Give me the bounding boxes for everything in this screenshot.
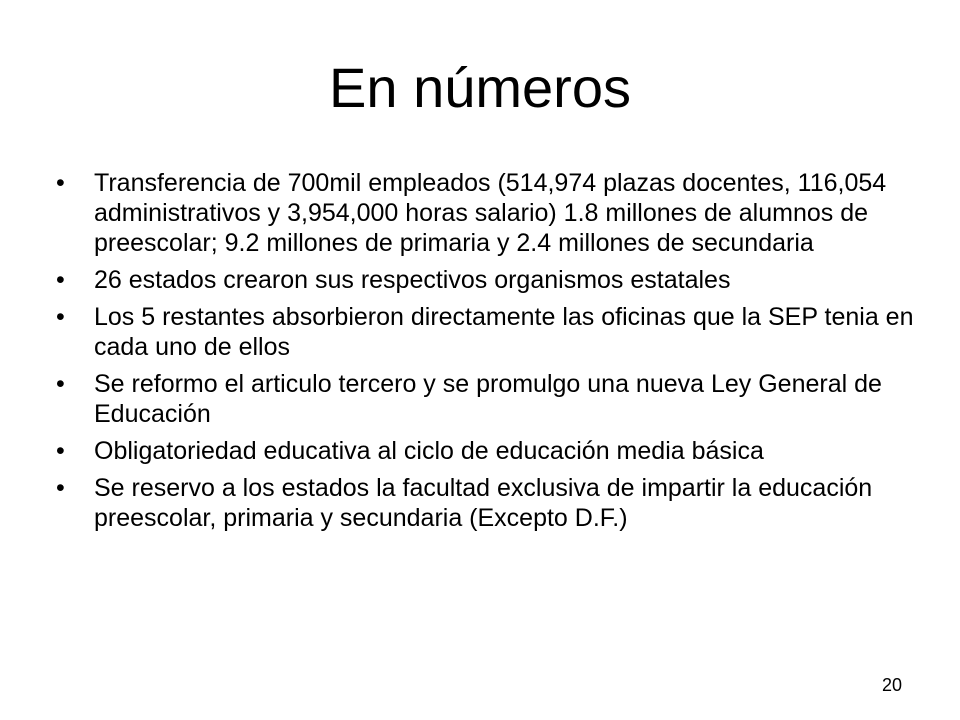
bullet-text: 26 estados crearon sus respectivos organismos estatales <box>94 266 731 294</box>
slide-title: En números <box>329 56 631 119</box>
bullet-icon: • <box>56 474 65 502</box>
bullet-item-4 <box>56 369 916 429</box>
page-number: 20 <box>881 675 902 695</box>
bullet-item-3 <box>56 302 916 362</box>
bullet-icon: • <box>56 169 65 197</box>
bullet-icon: • <box>56 266 65 294</box>
bullet-text: Transferencia de 700mil empleados (514,974 plazas docentes, 116,054 administrativos y 3,954,000 horas salario) 1.8 millones de alumnos de preescolar; 9.2 millones de primaria y 2.4 millones de secundaria <box>94 169 887 257</box>
bullet-icon: • <box>56 303 65 331</box>
bullet-item-5 <box>56 436 916 466</box>
bullet-icon: • <box>56 437 65 465</box>
bullet-text: Obligatoriedad educativa al ciclo de educación media básica <box>94 437 764 465</box>
bullet-list <box>56 168 916 540</box>
bullet-text: Se reformo el articulo tercero y se promulgo una nueva Ley General de Educación <box>94 370 882 428</box>
bullet-text: Los 5 restantes absorbieron directamente las oficinas que la SEP tenia en cada uno de ellos <box>94 303 914 361</box>
bullet-item-1 <box>56 168 916 258</box>
bullet-text: Se reservo a los estados la facultad exclusiva de impartir la educación preescolar, primaria y secundaria (Excepto D.F.) <box>94 474 873 532</box>
bullet-item-2 <box>56 265 916 295</box>
bullet-icon: • <box>56 370 65 398</box>
bullet-item-6 <box>56 473 916 533</box>
